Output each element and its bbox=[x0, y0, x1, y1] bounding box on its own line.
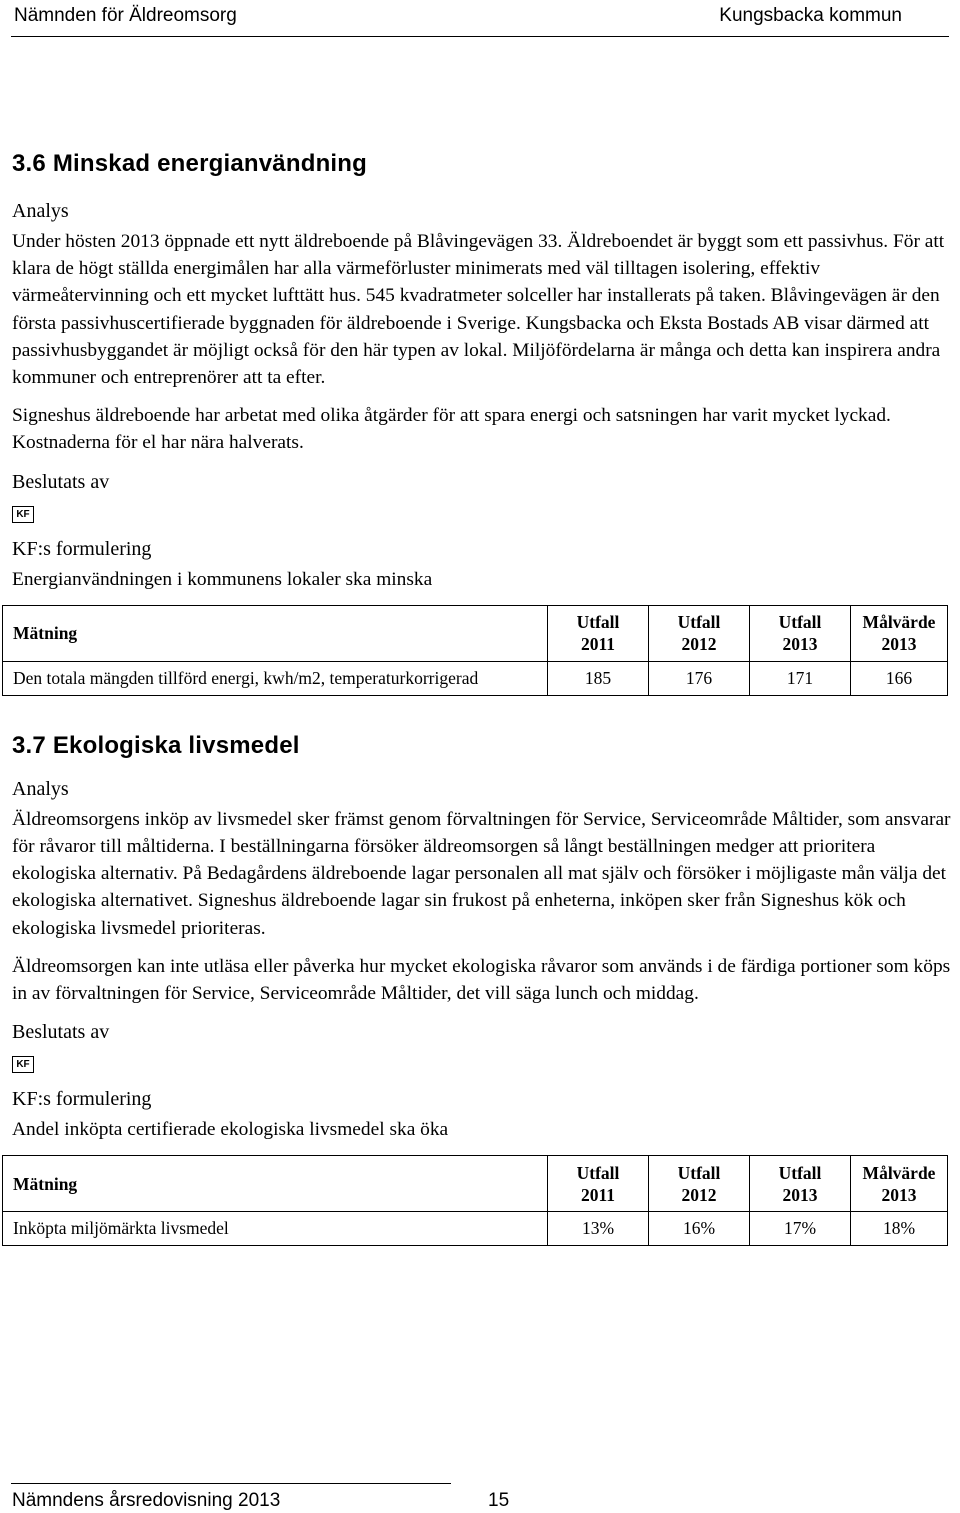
section-title: 3.6 Minskad energianvändning bbox=[12, 150, 368, 177]
section-title: 3.7 Ekologiska livsmedel bbox=[12, 731, 300, 759]
beslutats-heading: Beslutats av bbox=[12, 470, 110, 493]
page-header bbox=[14, 5, 902, 27]
beslutats-heading: Beslutats av bbox=[12, 1021, 110, 1044]
cell-value: 13% bbox=[548, 1212, 649, 1246]
header-rule bbox=[11, 36, 949, 37]
paragraph: Äldreomsorgens inköp av livsmedel sker främst genom förvaltningen för Service, Serviceområde Måltider, som ansvarar för råvaror till måltiderna. I beställningarna försöker äldreomsorgen så långt beställningen medger att prioritera ekologiska alternativ. På Bedagårdens äldreboende lagar personalen all mat själv och försöker i möjligaste mån välja det ekologiska alternativet. Signeshus äldreboende lagar sin frukost på enheterna, inköpen sker från Signeshus kök och ekologiska livsmedel prioriteras. bbox=[12, 808, 951, 939]
section-energy bbox=[12, 148, 952, 696]
row-label: Inköpta miljömärkta livsmedel bbox=[3, 1212, 548, 1246]
col-header: Utfall 2011 bbox=[548, 1156, 649, 1212]
cell-value: 166 bbox=[851, 661, 948, 695]
cell-value: 176 bbox=[649, 661, 750, 695]
section-organic-food bbox=[12, 730, 952, 1247]
kf-icon: KF bbox=[12, 1056, 34, 1073]
cell-value: 18% bbox=[851, 1212, 948, 1246]
paragraph: Under hösten 2013 öppnade ett nytt äldreboende på Blåvingevägen 33. Äldreboendet är byggt som ett passivhus. För att klara de högt ställda energimålen har alla värmeförluster minimerats med väl tilltagen isolering, effektiv värmeåtervinning och ett mycket lufttätt hus. 545 kvadratmeter solceller har installerats på taken. Blåvingevägen är den första passivhuscertifierade byggnaden för äldreboende i Sverige. Kungsbacka och Eksta Bostads AB visar därmed att passivhusbyggandet är möjligt också för den här typen av lokal. Miljöfördelarna är många och detta kan inspirera andra kommuner och entreprenörer att ta efter. bbox=[12, 231, 945, 389]
row-label: Den totala mängden tillförd energi, kwh/m2, temperaturkorrigerad bbox=[3, 661, 548, 695]
footer-title: Nämndens årsredovisning 2013 bbox=[12, 1490, 281, 1511]
kf-heading: KF:s formulering bbox=[12, 537, 152, 560]
cell-value: 185 bbox=[548, 661, 649, 695]
table-row bbox=[3, 1212, 948, 1246]
footer-rule bbox=[11, 1483, 451, 1484]
kf-text: Andel inköpta certifierade ekologiska livsmedel ska öka bbox=[12, 1119, 449, 1141]
col-header: Utfall 2012 bbox=[649, 605, 750, 661]
col-header: Utfall 2013 bbox=[750, 605, 851, 661]
measurement-table bbox=[2, 1155, 948, 1246]
col-header: Utfall 2013 bbox=[750, 1156, 851, 1212]
header-right: Kungsbacka kommun bbox=[719, 5, 902, 26]
col-header: Målvärde 2013 bbox=[851, 1156, 948, 1212]
kf-text: Energianvändningen i kommunens lokaler ska minska bbox=[12, 568, 433, 590]
analys-heading: Analys bbox=[12, 777, 69, 800]
measurement-table bbox=[2, 605, 948, 696]
col-header-label: Mätning bbox=[3, 605, 548, 661]
analys-heading: Analys bbox=[12, 200, 69, 222]
page-number: 15 bbox=[488, 1490, 510, 1511]
paragraph: Signeshus äldreboende har arbetat med olika åtgärder för att spara energi och satsningen har varit mycket lyckad. Kostnaderna för el har nära halverats. bbox=[12, 405, 891, 454]
page-content bbox=[12, 148, 952, 1246]
kf-heading: KF:s formulering bbox=[12, 1088, 152, 1111]
col-header: Målvärde 2013 bbox=[851, 605, 948, 661]
paragraph: Äldreomsorgen kan inte utläsa eller påverka hur mycket ekologiska råvaror som används i de färdiga portioner som köps in av förvaltningen för Service, Serviceområde Måltider, det vill säga lunch och middag. bbox=[12, 955, 951, 1005]
page-footer bbox=[12, 1490, 510, 1512]
table-header-row bbox=[3, 605, 948, 661]
table-header-row bbox=[3, 1156, 948, 1212]
cell-value: 171 bbox=[750, 661, 851, 695]
col-header: Utfall 2012 bbox=[649, 1156, 750, 1212]
cell-value: 17% bbox=[750, 1212, 851, 1246]
col-header: Utfall 2011 bbox=[548, 605, 649, 661]
kf-icon: KF bbox=[12, 506, 34, 523]
table-row bbox=[3, 661, 948, 695]
col-header-label: Mätning bbox=[3, 1156, 548, 1212]
cell-value: 16% bbox=[649, 1212, 750, 1246]
header-left: Nämnden för Äldreomsorg bbox=[14, 5, 237, 26]
